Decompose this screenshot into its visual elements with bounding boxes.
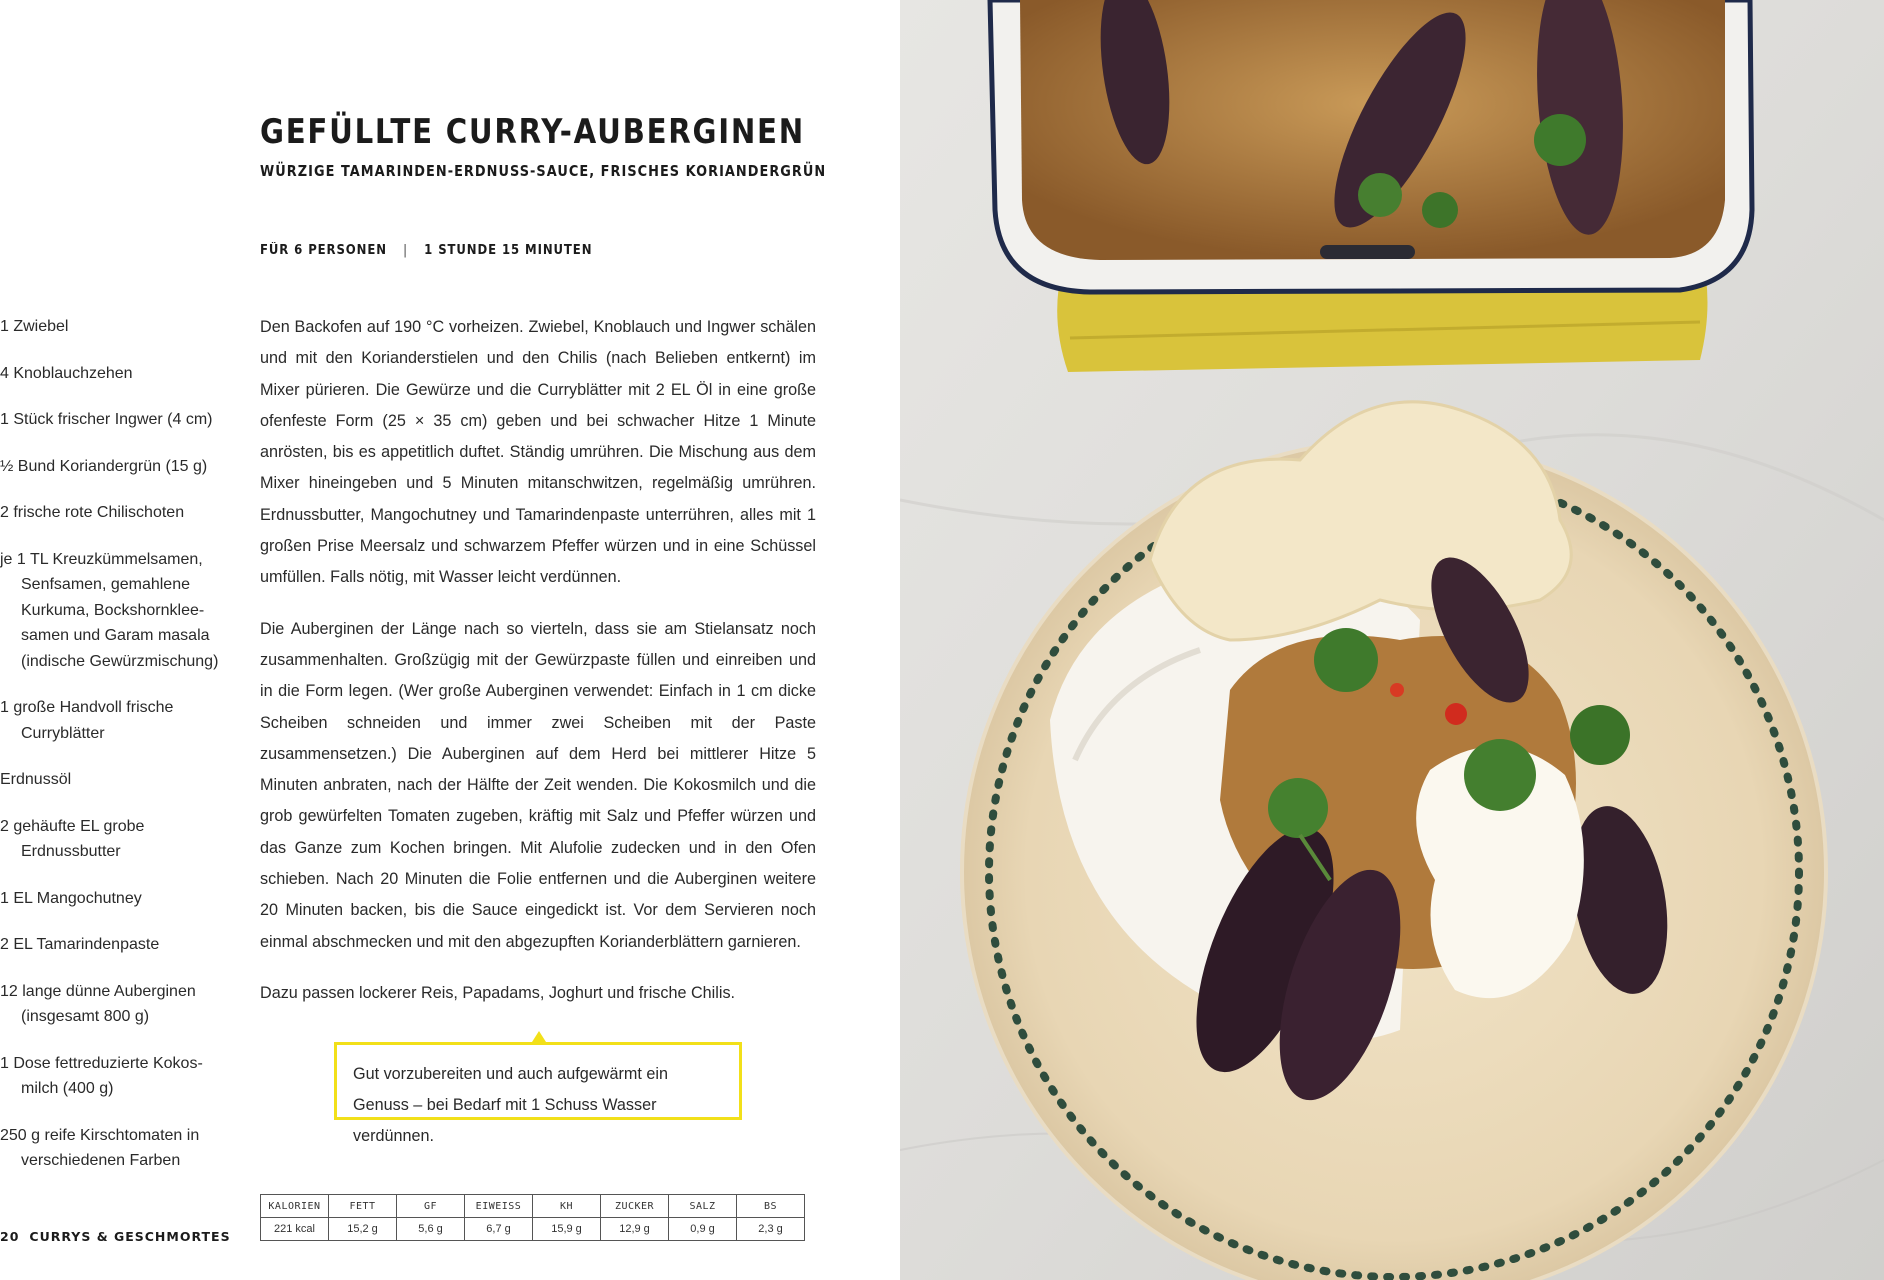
tip-arrow-icon [532,1031,546,1042]
coriander-leaf [1268,778,1328,838]
nutrition-value: 5,6 g [397,1218,465,1241]
ingredient-item: 250 g reife Kirschtomaten in verschiedenen Farben [0,1126,200,1169]
ingredient-item: je 1 TL Kreuzkümmelsamen, Senfsamen, gemahlene Kurkuma, Bockshornklee-samen und Garam masala (indische Gewürzmischung) [0,550,219,670]
ingredient-list [0,314,222,1195]
recipe-page [0,0,900,1280]
nutrition-value: 6,7 g [465,1218,533,1241]
nutrition-header: GF [397,1195,465,1218]
ingredient-item: 4 Knoblauchzehen [0,364,133,382]
recipe-title: GEFÜLLTE CURRY-AUBERGINEN [260,112,805,152]
ingredient-item: 1 Stück frischer Ingwer (4 cm) [0,411,213,428]
ingredient-item: 2 gehäufte EL grobe Erdnussbutter [0,817,145,860]
ingredient-item: 1 Zwiebel [0,318,69,335]
ingredient-item: 1 EL Mangochutney [0,889,142,907]
coriander-leaf [1358,173,1402,217]
coriander-leaf [1314,628,1378,692]
nutrition-value: 221 kcal [261,1218,329,1241]
method-paragraph: Die Auberginen der Länge nach so vierteln, dass sie am Stielansatz noch zusammenhalten. Großzügig mit der Gewürzpaste füllen und einreiben und in die Form legen. (Wer große Auberginen verwendet: Einfach in 1 cm dicke Scheiben schneiden und immer zwei Scheiben mit der Paste zusammensetzen.) Die Auberginen auf dem Herd bei mittlerer Hitze 5 Minuten anbraten, nach der Hälfte der Zeit wenden. Die Kokosmilch und die grob gewürfelten Tomaten zugeben, kräftig mit Salz und Pfeffer würzen und das Ganze zum Kochen bringen. Mit Alufolie zudecken und in den Ofen schieben. Nach 20 Minuten die Folie entfernen und die Auberginen weitere 20 Minuten backen, bis die Sauce eingedickt ist. Vor dem Servieren noch einmal abschmecken und mit den abgezupften Korianderblättern garnieren. [260,619,816,951]
nutrition-header: BS [737,1195,805,1218]
coriander-leaf [1570,705,1630,765]
nutrition-header-row [261,1195,805,1218]
ingredient-item: 12 lange dünne Auberginen (insgesamt 800 g) [0,982,196,1025]
meta-separator: | [403,243,408,258]
nutrition-value-row [261,1218,805,1241]
red-chili [1390,683,1404,697]
ingredient-item: Erdnussöl [0,771,72,788]
servings-label: FÜR 6 PERSONEN [260,243,387,258]
red-chili [1445,703,1467,725]
nutrition-header: KH [533,1195,601,1218]
coriander-leaf [1534,114,1586,166]
nutrition-header: SALZ [669,1195,737,1218]
nutrition-value: 15,2 g [329,1218,397,1241]
tip-box: Gut vorzubereiten und auch aufgewärmt ein Genuss – bei Bedarf mit 1 Schuss Wasser verdünnen. [334,1042,742,1120]
ingredient-item: 1 große Handvoll frische Curryblätter [0,699,174,742]
page-number: 20 [0,1229,20,1244]
coriander-leaf [1464,739,1536,811]
dish-handle-slot [1320,245,1415,259]
nutrition-value: 0,9 g [669,1218,737,1241]
method-paragraph: Den Backofen auf 190 °C vorheizen. Zwiebel, Knoblauch und Ingwer schälen und mit den Korianderstielen und den Chilis (nach Belieben entkernt) im Mixer pürieren. Die Gewürze und die Curryblätter mit 2 EL Öl in eine große ofenfeste Form (25 × 35 cm) geben und bei schwacher Hitze 1 Minute anrösten, bis es appetitlich duftet. Ständig umrühren. Die Mischung aus dem Mixer hineingeben und 5 Minuten mitanschwitzen, regelmäßig umrühren. Erdnussbutter, Mangochutney und Tamarindenpaste unterrühren, alles mit 1 großen Prise Meersalz und schwarzem Pfeffer würzen und in eine Schüssel umfüllen. Falls nötig, mit Wasser leicht verdünnen. [260,318,816,587]
nutrition-header: EIWEISS [465,1195,533,1218]
ingredient-item: 2 EL Tamarindenpaste [0,936,160,953]
nutrition-value: 2,3 g [737,1218,805,1241]
nutrition-header: FETT [329,1195,397,1218]
section-title: CURRYS & GESCHMORTES [29,1229,231,1244]
time-label: 1 STUNDE 15 MINUTEN [424,243,593,258]
nutrition-value: 15,9 g [533,1218,601,1241]
food-photo [900,0,1884,1280]
ingredient-item: ½ Bund Koriandergrün (15 g) [0,457,208,475]
page-footer [0,1229,231,1244]
method-text [260,312,816,1029]
ingredient-item: 2 frische rote Chilischoten [0,504,185,521]
nutrition-value: 12,9 g [601,1218,669,1241]
ingredient-item: 1 Dose fettreduzierte Kokos-milch (400 g) [0,1054,203,1097]
nutrition-header: KALORIEN [261,1195,329,1218]
nutrition-header: ZUCKER [601,1195,669,1218]
nutrition-table [260,1194,805,1241]
recipe-meta [260,243,592,258]
coriander-leaf [1422,192,1458,228]
method-paragraph: Dazu passen lockerer Reis, Papadams, Joghurt und frische Chilis. [260,983,736,1002]
recipe-subtitle: WÜRZIGE TAMARINDEN-ERDNUSS-SAUCE, FRISCHES KORIANDERGRÜN [260,162,827,180]
